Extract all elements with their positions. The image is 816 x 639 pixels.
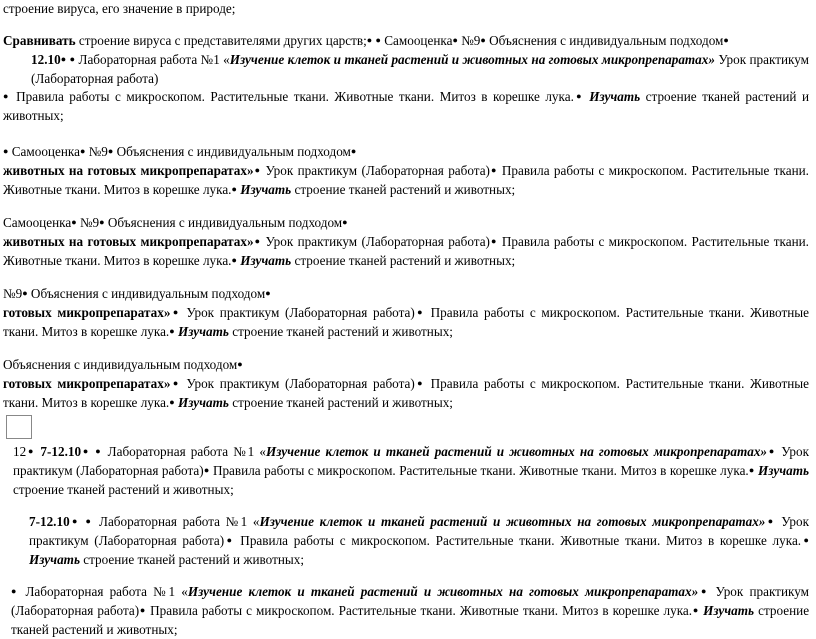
bullet-icon: ● <box>414 378 425 388</box>
lesson-date: 7-12.10 <box>29 514 70 529</box>
bullet-icon: ● <box>139 605 147 615</box>
bullet-icon: ● <box>573 91 584 101</box>
lab-title-tail: готовых микропрепаратах» <box>3 305 171 320</box>
lesson-number: 12 <box>13 444 27 459</box>
bullet-icon: ● <box>414 307 425 317</box>
bullet-icon: ● <box>81 446 91 456</box>
lesson-block-3-cont: животных на готовых микропрепаратах»● Урок практикум (Лабораторная работа)● Правила работы с микроскопом. Растительные ткани. Животные ткани. Митоз в корешке лука.● Изучать строение тканей растений и животных; <box>3 234 809 268</box>
bullet-icon: ● <box>237 359 243 369</box>
bullet-icon: ● <box>170 307 181 317</box>
bullet-icon: ● <box>342 217 348 227</box>
lesson-date: 7-12.10 <box>35 444 82 459</box>
bullet-icon: ● <box>69 54 76 64</box>
bullet-icon: ● <box>350 146 357 156</box>
bullet-icon: ● <box>231 184 237 194</box>
bullet-icon: ● <box>375 35 381 45</box>
bullet-icon: ● <box>26 446 36 456</box>
spacer <box>3 271 809 285</box>
bullet-icon: ● <box>169 326 175 336</box>
lab-title: Изучение клеток и тканей растений и животных на готовых микропрепаратах» <box>265 444 768 459</box>
bullet-icon: ● <box>748 465 755 475</box>
bullet-icon: ● <box>107 146 114 156</box>
bullet-icon: ● <box>480 35 486 45</box>
bullet-icon: ● <box>3 91 11 101</box>
study-verb: Изучать <box>29 552 80 567</box>
bullet-icon: ● <box>366 35 373 45</box>
bullet-icon: ● <box>253 165 262 175</box>
lesson-block-8: ● Лабораторная работа №1 «Изучение клеток и тканей растений и животных на готовых микропрепаратах»● Урок практикум (Лабораторная работа)● Правила работы с микроскопом. Растительные ткани. Животные ткани. Митоз в корешке лука.● Изучать строение тканей растений и животных; <box>11 584 810 637</box>
lesson-block-2: ● Самооценка● №9● Объяснения с индивидуальным подходом● <box>3 144 357 159</box>
bullet-icon: ● <box>452 35 458 45</box>
intro-line: строение вируса, его значение в природе; <box>3 1 236 16</box>
spacer <box>3 342 809 356</box>
spacer <box>3 569 809 583</box>
lab-title: Изучение клеток и тканей растений и животных на готовых микропрепаратах» <box>259 514 766 529</box>
bullet-icon: ● <box>22 288 28 298</box>
spacer <box>3 18 809 32</box>
spacer <box>3 499 809 513</box>
bullet-icon: ● <box>11 586 20 596</box>
spacer <box>3 200 809 214</box>
bullet-icon: ● <box>489 165 498 175</box>
bullet-icon: ● <box>95 446 103 456</box>
lab-title-tail: готовых микропрепаратах» <box>3 376 171 391</box>
bullet-icon: ● <box>79 146 86 156</box>
bullet-icon: ● <box>765 516 776 526</box>
study-verb: Изучать <box>177 324 229 339</box>
bullet-icon: ● <box>723 35 729 45</box>
bullet-icon: ● <box>801 535 809 545</box>
bullet-icon: ● <box>692 605 700 615</box>
study-verb: Изучать <box>589 89 641 104</box>
bullet-icon: ● <box>3 146 9 156</box>
lab-title-tail: животных на готовых микропрепаратах» <box>3 234 254 249</box>
lesson-block-2-cont: животных на готовых микропрепаратах»● Урок практикум (Лабораторная работа)● Правила работы с микроскопом. Растительные ткани. Животные ткани. Митоз в корешке лука.● Изучать строение тканей растений и животных; <box>3 163 809 197</box>
bullet-icon: ● <box>69 516 80 526</box>
study-verb: Изучать <box>240 253 292 268</box>
lesson-block-3: Самооценка● №9● Объяснения с индивидуальным подходом● <box>3 215 348 230</box>
spacer <box>3 125 809 143</box>
study-verb: Изучать <box>758 463 810 478</box>
bullet-icon: ● <box>60 54 67 64</box>
lesson-block-4: №9● Объяснения с индивидуальным подходом● <box>3 286 271 301</box>
bullet-icon: ● <box>489 236 498 246</box>
lesson-block-5: Объяснения с индивидуальным подходом● <box>3 357 243 372</box>
lesson-block-1-cont: 12.10● ● Лабораторная работа №1 «Изучение клеток и тканей растений и животных на готовых микропрепаратах» Урок практикум (Лабораторная работа) <box>31 52 810 86</box>
lab-title-tail: животных на готовых микропрепаратах» <box>3 163 254 178</box>
lesson-block-5-cont: готовых микропрепаратах»● Урок практикум (Лабораторная работа)● Правила работы с микроскопом. Растительные ткани. Животные ткани. Митоз в корешке лука.● Изучать строение тканей растений и животных; <box>3 376 810 410</box>
empty-cell-box <box>6 415 32 439</box>
bullet-icon: ● <box>169 397 175 407</box>
compare-verb: Сравнивать <box>3 33 76 48</box>
bullet-icon: ● <box>231 255 237 265</box>
bullet-icon: ● <box>99 217 105 227</box>
lab-title: Изучение клеток и тканей растений и животных на готовых микропрепаратах» <box>229 52 715 67</box>
lesson-date: 12.10 <box>31 52 61 67</box>
study-verb: Изучать <box>703 603 755 618</box>
lesson-block-1-tail: ● Правила работы с микроскопом. Растительные ткани. Животные ткани. Митоз в корешке лука.● Изучать строение тканей растений и животных; <box>3 89 810 123</box>
bullet-icon: ● <box>170 378 181 388</box>
bullet-icon: ● <box>698 586 710 596</box>
study-verb: Изучать <box>177 395 229 410</box>
lesson-block-6: 12● 7-12.10● ● Лабораторная работа №1 «Изучение клеток и тканей растений и животных на готовых микропрепаратах»● Урок практикум (Лабораторная работа)● Правила работы с микроскопом. Растительные ткани. Животные ткани. Митоз в корешке лука.● Изучать строение тканей растений и животных; <box>13 444 810 497</box>
bullet-icon: ● <box>71 217 77 227</box>
lesson-block-4-cont: готовых микропрепаратах»● Урок практикум (Лабораторная работа)● Правила работы с микроскопом. Растительные ткани. Животные ткани. Митоз в корешке лука.● Изучать строение тканей растений и животных; <box>3 305 810 339</box>
bullet-icon: ● <box>224 535 235 545</box>
lab-title: Изучение клеток и тканей растений и животных на готовых микропрепаратах» <box>187 584 699 599</box>
study-verb: Изучать <box>240 182 292 197</box>
bullet-icon: ● <box>767 446 777 456</box>
lesson-block-7: 7-12.10● ● Лабораторная работа №1 «Изучение клеток и тканей растений и животных на готовых микропрепаратах»● Урок практикум (Лабораторная работа)● Правила работы с микроскопом. Растительные ткани. Животные ткани. Митоз в корешке лука.● Изучать строение тканей растений и животных; <box>29 514 810 567</box>
bullet-icon: ● <box>265 288 271 298</box>
bullet-icon: ● <box>253 236 262 246</box>
lesson-block-1: Сравнивать строение вируса с представителями других царств;● ● Самооценка● №9● Объяснения с индивидуальным подходом● <box>3 33 729 48</box>
bullet-icon: ● <box>203 465 210 475</box>
bullet-icon: ● <box>85 516 94 526</box>
